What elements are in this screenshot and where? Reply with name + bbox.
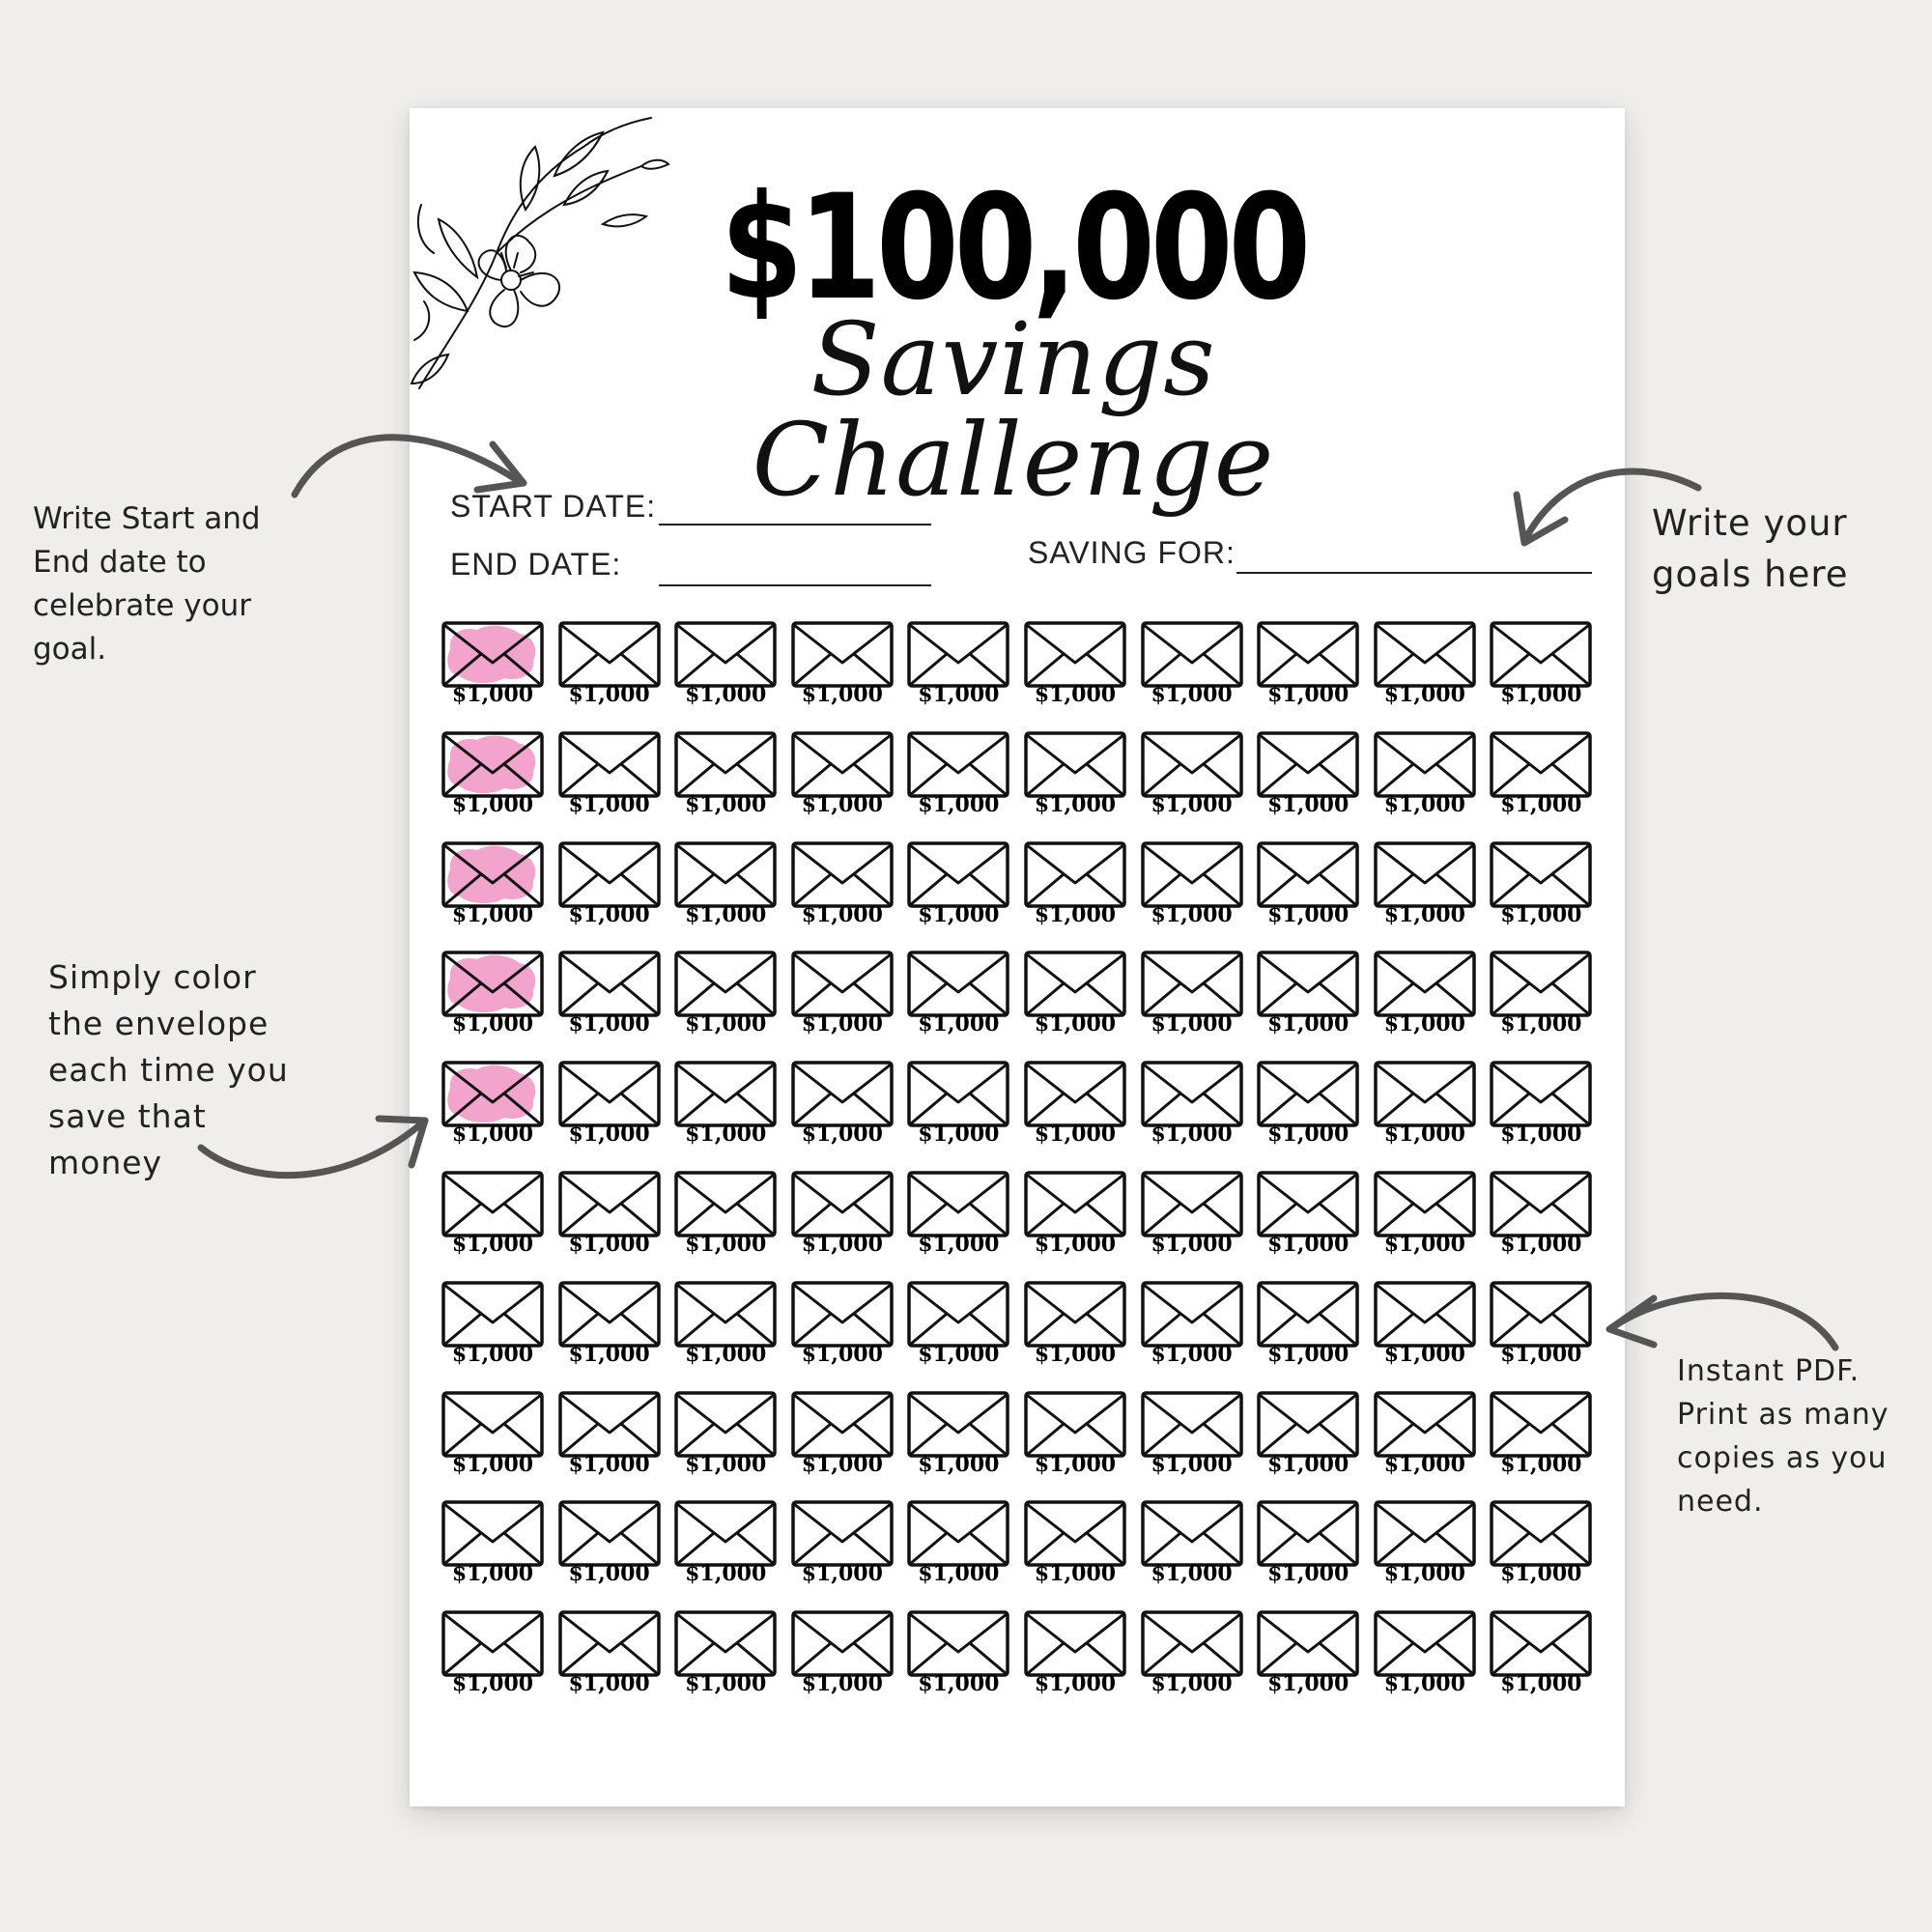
color-note-line: each time you [48, 1051, 289, 1089]
envelope-amount: $1,000 [1383, 1122, 1465, 1148]
envelope-amount: $1,000 [918, 1451, 1000, 1477]
envelope-amount: $1,000 [1500, 1451, 1582, 1477]
envelope-amount: $1,000 [801, 1341, 883, 1367]
envelope-amount: $1,000 [1267, 791, 1350, 817]
envelope-amount: $1,000 [1034, 1011, 1117, 1037]
envelope-amount: $1,000 [1151, 1122, 1233, 1148]
color-note-line: the envelope [48, 1005, 270, 1042]
envelope-amount: $1,000 [918, 901, 1000, 927]
envelope-amount: $1,000 [568, 1561, 650, 1587]
envelope-amount: $1,000 [451, 1561, 534, 1587]
envelope-amount: $1,000 [1151, 1451, 1233, 1477]
envelope-amount: $1,000 [1151, 1341, 1233, 1367]
envelope-amount: $1,000 [451, 1451, 534, 1477]
envelope-amount: $1,000 [1151, 901, 1233, 927]
envelope-amount: $1,000 [918, 1011, 1000, 1037]
envelope-amount: $1,000 [1267, 1232, 1350, 1257]
envelope-amount: $1,000 [1500, 901, 1582, 927]
envelope-amount: $1,000 [1151, 1561, 1233, 1587]
dates-note-line: Write Start and [33, 501, 261, 536]
envelope-amount: $1,000 [918, 1561, 1000, 1587]
envelope-amount: $1,000 [568, 682, 650, 707]
envelope-amount: $1,000 [1267, 901, 1350, 927]
envelope-amount: $1,000 [685, 1011, 767, 1037]
arrow-to-grid-icon [1609, 1295, 1835, 1348]
envelope-amount: $1,000 [1383, 1671, 1465, 1697]
envelope-amount: $1,000 [568, 1451, 650, 1477]
envelope-amount: $1,000 [685, 1671, 767, 1697]
envelope-amount: $1,000 [1034, 1671, 1117, 1697]
envelope-amount: $1,000 [801, 1011, 883, 1037]
envelope-amount: $1,000 [1383, 682, 1465, 707]
envelope-amount: $1,000 [801, 1122, 883, 1148]
envelope-amount: $1,000 [1500, 1561, 1582, 1587]
envelope-amount: $1,000 [1383, 1011, 1465, 1037]
envelope-amount: $1,000 [451, 682, 534, 707]
envelope-amount: $1,000 [1034, 1341, 1117, 1367]
envelope-amount: $1,000 [568, 901, 650, 927]
color-note-line: Simply color [48, 958, 257, 996]
envelope-amount: $1,000 [568, 1341, 650, 1367]
envelope-amount: $1,000 [451, 1671, 534, 1697]
envelope-amount: $1,000 [1034, 1451, 1117, 1477]
envelope-amount: $1,000 [685, 1561, 767, 1587]
color-note-line: money [48, 1144, 163, 1181]
envelope-amount: $1,000 [451, 1232, 534, 1257]
envelope-amount: $1,000 [1267, 1011, 1350, 1037]
envelope-amount: $1,000 [685, 1232, 767, 1257]
start-date-label: START DATE: [450, 489, 657, 524]
end-date-label: END DATE: [450, 547, 622, 582]
envelope-amount: $1,000 [685, 1122, 767, 1148]
envelope-amount: $1,000 [451, 1341, 534, 1367]
dates-note-line: goal. [33, 632, 107, 667]
envelope-amount: $1,000 [1383, 901, 1465, 927]
envelope-amount: $1,000 [801, 791, 883, 817]
envelope-amount: $1,000 [801, 1671, 883, 1697]
envelope-amount: $1,000 [1151, 1011, 1233, 1037]
arrow-to-envelope-icon [201, 1119, 425, 1176]
goals-note-line: Write your [1652, 502, 1848, 544]
envelope-amount: $1,000 [801, 1561, 883, 1587]
envelope-amount: $1,000 [1267, 1451, 1350, 1477]
title-subtitle: Savings Challenge [752, 300, 1275, 519]
envelope-amount: $1,000 [1500, 1341, 1582, 1367]
envelope-amount: $1,000 [451, 1011, 534, 1037]
envelope-amount: $1,000 [685, 791, 767, 817]
envelope-amount: $1,000 [918, 1232, 1000, 1257]
envelope-amount: $1,000 [568, 1122, 650, 1148]
envelope-amount: $1,000 [801, 682, 883, 707]
goals-note-line: goals here [1652, 554, 1849, 595]
envelope-amount: $1,000 [918, 791, 1000, 817]
saving-for-label: SAVING FOR: [1028, 535, 1236, 570]
envelope-amount: $1,000 [1034, 1232, 1117, 1257]
envelope-amount: $1,000 [1034, 791, 1117, 817]
pdf-note-line: Print as many [1677, 1398, 1889, 1432]
envelope-amount: $1,000 [1034, 682, 1117, 707]
envelope-amount: $1,000 [1267, 1671, 1350, 1697]
title-amount: $100,000 [720, 164, 1307, 332]
envelope-amount: $1,000 [568, 1232, 650, 1257]
envelope-amount: $1,000 [568, 1671, 650, 1697]
envelope-amount: $1,000 [918, 1122, 1000, 1148]
envelope-amount: $1,000 [451, 791, 534, 817]
envelope-amount: $1,000 [1500, 1011, 1582, 1037]
envelope-amount: $1,000 [1383, 791, 1465, 817]
envelope-amount: $1,000 [451, 1122, 534, 1148]
envelope-amount: $1,000 [568, 791, 650, 817]
envelope-amount: $1,000 [1500, 791, 1582, 817]
pdf-note-line: need. [1677, 1485, 1764, 1519]
pdf-note-line: Instant PDF. [1677, 1354, 1861, 1388]
dates-note-line: celebrate your [33, 588, 252, 623]
envelope-amount: $1,000 [918, 1341, 1000, 1367]
envelope-amount: $1,000 [1500, 682, 1582, 707]
arrow-to-goals-icon [1517, 471, 1698, 543]
envelope-amount: $1,000 [1034, 901, 1117, 927]
envelope-amount: $1,000 [1383, 1451, 1465, 1477]
envelope-amount: $1,000 [1151, 682, 1233, 707]
arrow-to-dates-icon [295, 438, 524, 495]
color-note-line: save that [48, 1097, 207, 1135]
envelope-amount: $1,000 [1500, 1671, 1582, 1697]
envelope-amount: $1,000 [1267, 1341, 1350, 1367]
envelope-amount: $1,000 [685, 1451, 767, 1477]
pdf-note-line: copies as you [1677, 1441, 1888, 1475]
envelope-amount: $1,000 [1383, 1341, 1465, 1367]
envelope-amount: $1,000 [1383, 1561, 1465, 1587]
envelope-amount: $1,000 [1151, 1232, 1233, 1257]
envelope-amount: $1,000 [801, 901, 883, 927]
envelope-amount: $1,000 [1267, 682, 1350, 707]
envelope-amount: $1,000 [685, 1341, 767, 1367]
envelope-amount: $1,000 [685, 901, 767, 927]
envelope-amount: $1,000 [918, 1671, 1000, 1697]
envelope-amount: $1,000 [451, 901, 534, 927]
envelope-amount: $1,000 [1151, 1671, 1233, 1697]
envelope-amount: $1,000 [1151, 791, 1233, 817]
envelope-amount: $1,000 [1267, 1561, 1350, 1587]
envelope-amount: $1,000 [1034, 1122, 1117, 1148]
envelope-amount: $1,000 [918, 682, 1000, 707]
envelope-amount: $1,000 [1500, 1122, 1582, 1148]
envelope-amount: $1,000 [685, 682, 767, 707]
envelope-amount: $1,000 [1383, 1232, 1465, 1257]
envelope-amount: $1,000 [801, 1232, 883, 1257]
envelope-amount: $1,000 [568, 1011, 650, 1037]
envelope-amount: $1,000 [1500, 1232, 1582, 1257]
envelope-amount: $1,000 [1034, 1561, 1117, 1587]
envelope-amount: $1,000 [1267, 1122, 1350, 1148]
dates-note-line: End date to [33, 545, 207, 580]
envelope-amount: $1,000 [801, 1451, 883, 1477]
